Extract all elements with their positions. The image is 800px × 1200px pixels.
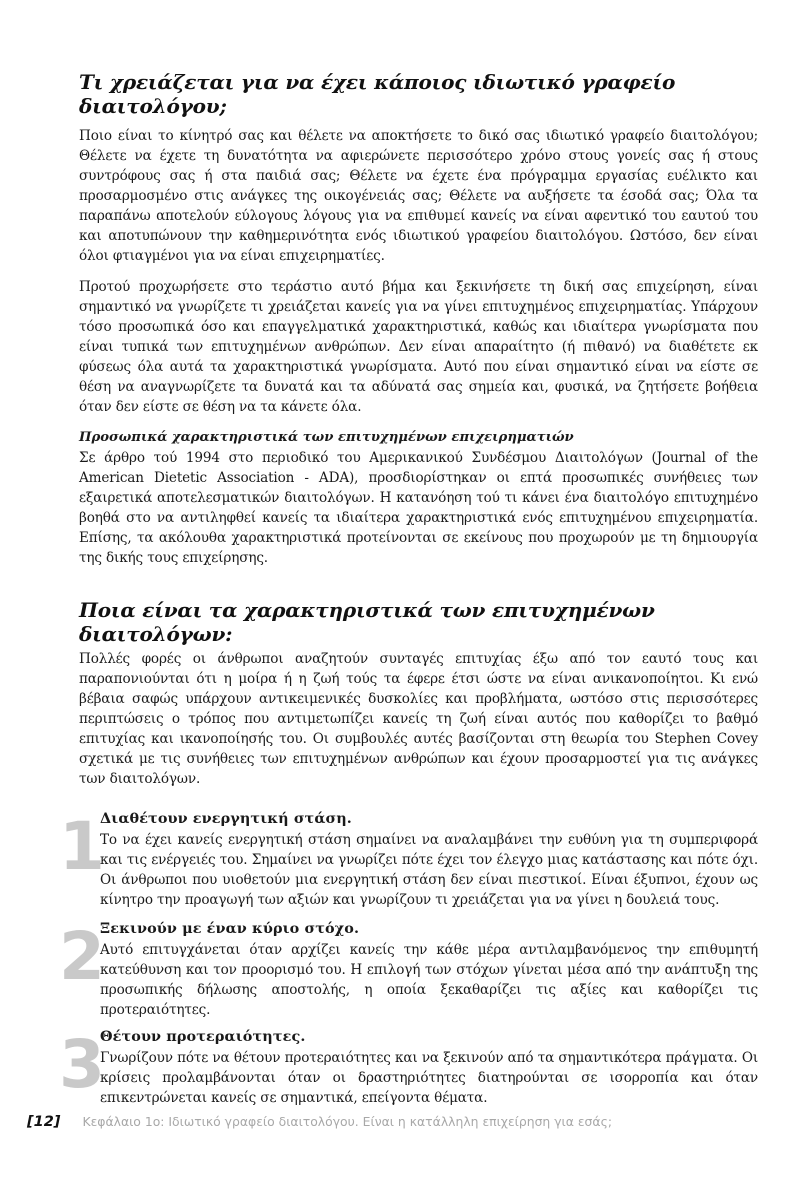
section-title-characteristics: Ποια είναι τα χαρακτηριστικά των επιτυχημένων διαιτολόγων: [79, 598, 655, 646]
item-text: Αυτό επιτυγχάνεται όταν αρχίζει κανείς την κάθε μέρα αντιλαμβανόμενος την επιθυμητή κατεύθυνση και τον προορισμό του. Η επιλογή των στόχων γίνεται μέσα από την ανάπτυξη της προσωπικής δήλωσης αποστολής, η οποία ξεκαθαρίζει τις αξίες και καθορίζει τις προτεραιότητες. [100, 942, 758, 1018]
item-text: Το να έχει κανείς ενεργητική στάση σημαίνει να αναλαμβάνει την ευθύνη για τη συμπεριφορά και τις ενέργειές του. Σημαίνει να γνωρίζει πότε έχει τον έλεγχο μιας κατάστασης και πότε όχι. Οι άνθρωποι που υιοθετούν μια ενεργητική στάση δεν είναι πιεστικοί. Είναι έξυπνοι, έχουν ως κίνητρο την προαγωγή των αξιών και γνωρίζουν τι χρειάζεται για να γίνει η δουλειά τους. [100, 832, 758, 908]
subsection-title-personal-traits: Προσωπικά χαρακτηριστικά των επιτυχημένων επιχειρηματιών [79, 430, 574, 445]
item-title: Διαθέτουν ενεργητική στάση. [100, 810, 352, 827]
item-number: 2 [59, 918, 105, 995]
paragraph-before-step: Προτού προχωρήσετε στο τεράστιο αυτό βήμα και ξεκινήσετε τη δική σας επιχείρηση, είναι σημαντικό να γνωρίζετε τι χρειάζεται κανείς για να γίνει επιτυχημένος επιχειρηματίας. Υπάρχουν τόσο προσωπικά όσο και επαγγελματικά χαρακτηριστικά, καθώς και ιδιαίτερα γνωρίσματα που είναι τυπικά των επιτυχημένων ανθρώπων. Δεν είναι απαραίτητο (ή πιθανό) να διαθέτετε εκ φύσεως όλα αυτά τα χαρακτηριστικά γνωρίσματα. Αυτό που είναι σημαντικό είναι να είστε σε θέση να αναγνωρίζετε τα δυνατά και τα αδύνατά σας σημεία και, φυσικά, να ζητήσετε βοήθεια όταν δεν είστε σε θέση να τα κάνετε όλα. [79, 279, 758, 415]
list-item [59, 808, 758, 910]
page-footer [27, 1113, 787, 1131]
item-number: 3 [59, 1026, 105, 1103]
paragraph-ada-article: Σε άρθρο τού 1994 στο περιοδικό του Αμερικανικού Συνδέσμου Διαιτολόγων (Journal of the American Dietetic Association - ADA), προσδιορίστηκαν οι επτά προσωπικές συνήθειες των εξαιρετικά αποτελεσματικών διαιτολόγων. Η κατανόηση τού τι κάνει ένα διαιτολόγο επιτυχημένο βοηθά στο να αντιληφθεί κανείς τα ιδιαίτερα χαρακτηριστικά ενός επιτυχημένου επιχειρηματία. Επίσης, τα ακόλουθα χαρακτηριστικά προτείνονται σε εκείνους που προχωρούν με τη δημιουργία της δικής τους επιχείρησης. [79, 450, 758, 566]
item-text: Γνωρίζουν πότε να θέτουν προτεραιότητες και να ξεκινούν από τα σημαντικότερα πράγματα. Οι κρίσεις προλαμβάνονται όταν οι δραστηριότητες διατηρούνται σε ισορροπία και όταν επικεντρώνεται κανείς σε σημαντικά, επείγοντα θέματα. [100, 1050, 758, 1106]
item-title: Ξεκινούν με έναν κύριο στόχο. [100, 920, 360, 937]
page-number: [12] [27, 1114, 61, 1130]
paragraph-recipes-success: Πολλές φορές οι άνθρωποι αναζητούν συνταγές επιτυχίας έξω από τον εαυτό τους και παραπονιούνται ότι η μοίρα ή η ζωή τούς τα έφερε έτσι ώστε να είναι ανικανοποίητοι. Κι ενώ βέβαια σαφώς υπάρχουν αντικειμενικές δυσκολίες και προβλήματα, ωστόσο στις περισσότερες περιπτώσεις ο τρόπος που αντιμετωπίζει κανείς τη ζωή είναι αυτός που καθορίζει το βαθμό επιτυχίας και ικανοποίησής του. Οι συμβουλές αυτές βασίζονται στη θεωρία του Stephen Covey σχετικά με τις συνήθειες των επιτυχημένων ανθρώπων και έχουν προσαρμοστεί για τις ανάγκες των διαιτολόγων. [79, 651, 758, 787]
section-title-requirements: Τι χρειάζεται για να έχει κάποιος ιδιωτικό γραφείο διαιτολόγου; [79, 70, 676, 118]
item-title: Θέτουν προτεραιότητες. [100, 1028, 306, 1045]
list-item [59, 918, 758, 1020]
list-item [59, 1026, 758, 1108]
page-content [59, 70, 758, 1108]
paragraph-motivation: Ποιο είναι το κίνητρό σας και θέλετε να αποκτήσετε το δικό σας ιδιωτικό γραφείο διαιτολόγου; Θέλετε να έχετε τη δυνατότητα να αφιερώνετε περισσότερο χρόνο στους γονείς σας ή στους συντρόφους σας ή στα παιδιά σας; Θέλετε να έχετε ένα πρόγραμμα εργασίας ευέλικτο και προσαρμοσμένο στις ανάγκες της οικογένειάς σας; Θέλετε να αυξήσετε τα έσοδά σας; Όλα τα παραπάνω αποτελούν εύλογους λόγους για να επιθυμεί κανείς να είναι αφεντικό του εαυτού του και αποτυπώνουν την καθημερινότητα ενός ιδιωτικού γραφείου διαιτολόγου. Ωστόσο, δεν είναι όλοι φτιαγμένοι για να είναι επιχειρηματίες. [79, 128, 758, 264]
footer-chapter-title: Κεφάλαιο 1ο: Ιδιωτικό γραφείο διαιτολόγου. Είναι η κατάλληλη επιχείρηση για εσάς; [82, 1114, 613, 1129]
item-number: 1 [59, 808, 105, 885]
